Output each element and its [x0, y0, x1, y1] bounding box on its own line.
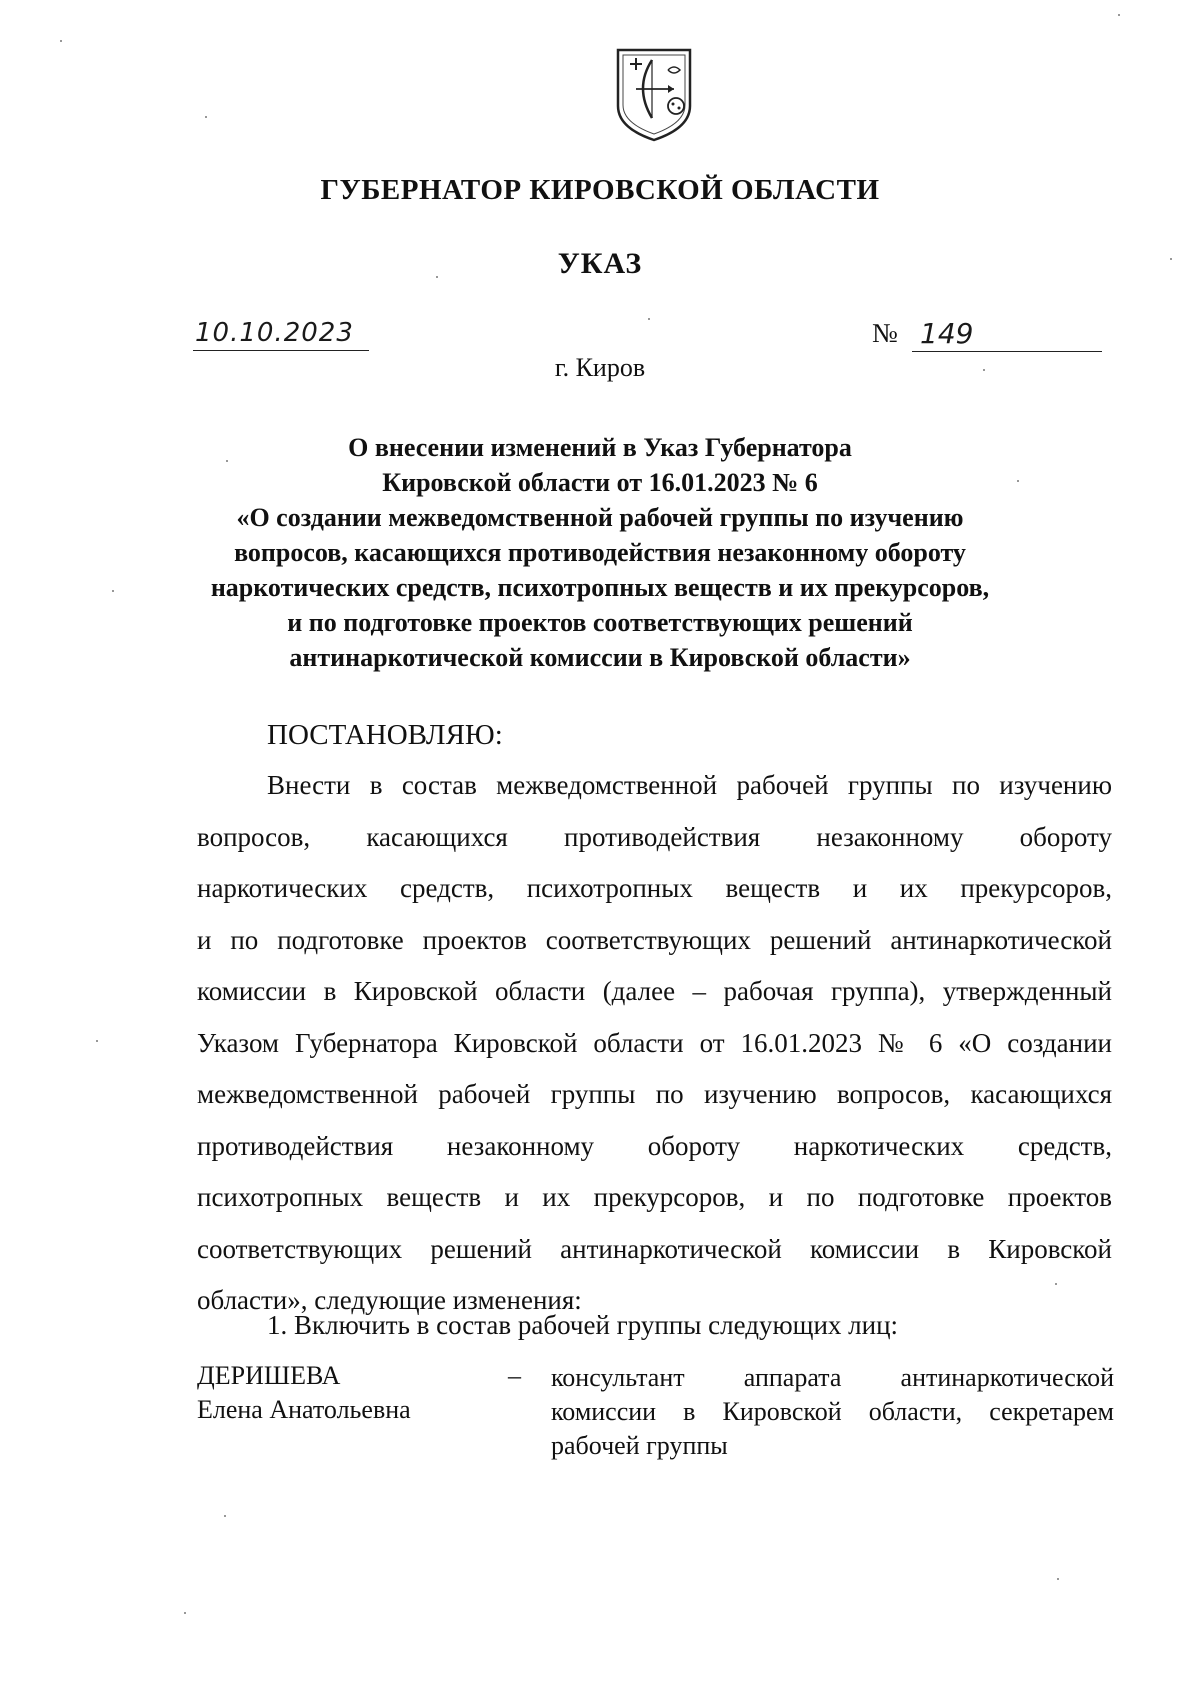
- subject-line: «О создании межведомственной рабочей группы по изучению: [236, 503, 964, 532]
- paragraph-line: соответствующих решений антинаркотической комиссии в Кировской: [197, 1233, 1112, 1264]
- document-subject: [0, 430, 1200, 675]
- paragraph-line: наркотических средств, психотропных веществ и их прекурсоров,: [197, 873, 1112, 903]
- person-dash: –: [508, 1361, 521, 1390]
- subject-line: антинаркотической комиссии в Кировской области»: [289, 643, 911, 672]
- issue-city: г. Киров: [554, 353, 646, 382]
- issuer-title: ГУБЕРНАТОР КИРОВСКОЙ ОБЛАСТИ: [320, 174, 880, 206]
- main-paragraph: [197, 760, 1112, 1327]
- paragraph-line: противодействия незаконному обороту наркотических средств,: [197, 1130, 1112, 1161]
- number-underline: [912, 351, 1102, 352]
- paragraph-line: Указом Губернатора Кировской области от 16.01.2023 № 6 «О создании: [197, 1027, 1112, 1058]
- scan-speck: [983, 369, 985, 371]
- paragraph-line: вопросов, касающихся противодействия незаконному обороту: [197, 821, 1112, 852]
- kirov-coat-of-arms-icon: [612, 44, 696, 142]
- document-number: 149: [920, 317, 974, 350]
- scan-speck: [60, 40, 62, 42]
- document-date: 10.10.2023: [195, 318, 354, 348]
- paragraph-line: области», следующие изменения:: [197, 1285, 582, 1315]
- scan-speck: [1170, 258, 1172, 260]
- scan-speck: [436, 276, 438, 278]
- person-given-name: Елена Анатольевна: [197, 1395, 411, 1424]
- list-item-one: 1. Включить в состав рабочей группы следующих лиц:: [267, 1310, 899, 1340]
- scan-speck: [96, 1040, 98, 1042]
- subject-line: и по подготовке проектов соответствующих решений: [287, 608, 913, 637]
- scan-speck: [1118, 14, 1120, 16]
- scan-speck: [226, 460, 228, 462]
- paragraph-line: комиссии в Кировской области (далее – рабочая группа), утвержденный: [197, 976, 1112, 1006]
- scan-speck: [648, 318, 650, 320]
- scan-speck: [205, 116, 207, 118]
- role-line: комиссии в Кировской области, секретарем: [551, 1397, 1114, 1426]
- paragraph-line: психотропных веществ и их прекурсоров, и по подготовке проектов: [197, 1182, 1112, 1212]
- role-line: консультант аппарата антинаркотической: [551, 1363, 1114, 1392]
- scan-speck: [1017, 480, 1019, 482]
- person-surname: ДЕРИШЕВА: [197, 1361, 341, 1390]
- person-role: [551, 1361, 1114, 1463]
- scan-speck: [112, 590, 114, 592]
- paragraph-line: Внести в состав межведомственной рабочей группы по изучению: [267, 770, 1112, 800]
- date-underline: [193, 350, 369, 351]
- role-line: рабочей группы: [551, 1431, 728, 1460]
- decree-word: ПОСТАНОВЛЯЮ:: [267, 719, 503, 751]
- subject-line: Кировской области от 16.01.2023 № 6: [382, 468, 818, 497]
- paragraph-line: межведомственной рабочей группы по изучению вопросов, касающихся: [197, 1079, 1112, 1109]
- scan-speck: [1057, 1578, 1059, 1580]
- paragraph-line: и по подготовке проектов соответствующих решений антинаркотической: [197, 924, 1112, 955]
- number-sign: №: [872, 318, 898, 348]
- subject-line: наркотических средств, психотропных веществ и их прекурсоров,: [210, 573, 990, 602]
- subject-line: О внесении изменений в Указ Губернатора: [348, 433, 852, 462]
- subject-line: вопросов, касающихся противодействия незаконному обороту: [234, 538, 966, 567]
- document-type: УКАЗ: [557, 247, 643, 280]
- scan-speck: [224, 1515, 226, 1517]
- scan-speck: [1055, 1283, 1057, 1285]
- scan-speck: [184, 1612, 186, 1614]
